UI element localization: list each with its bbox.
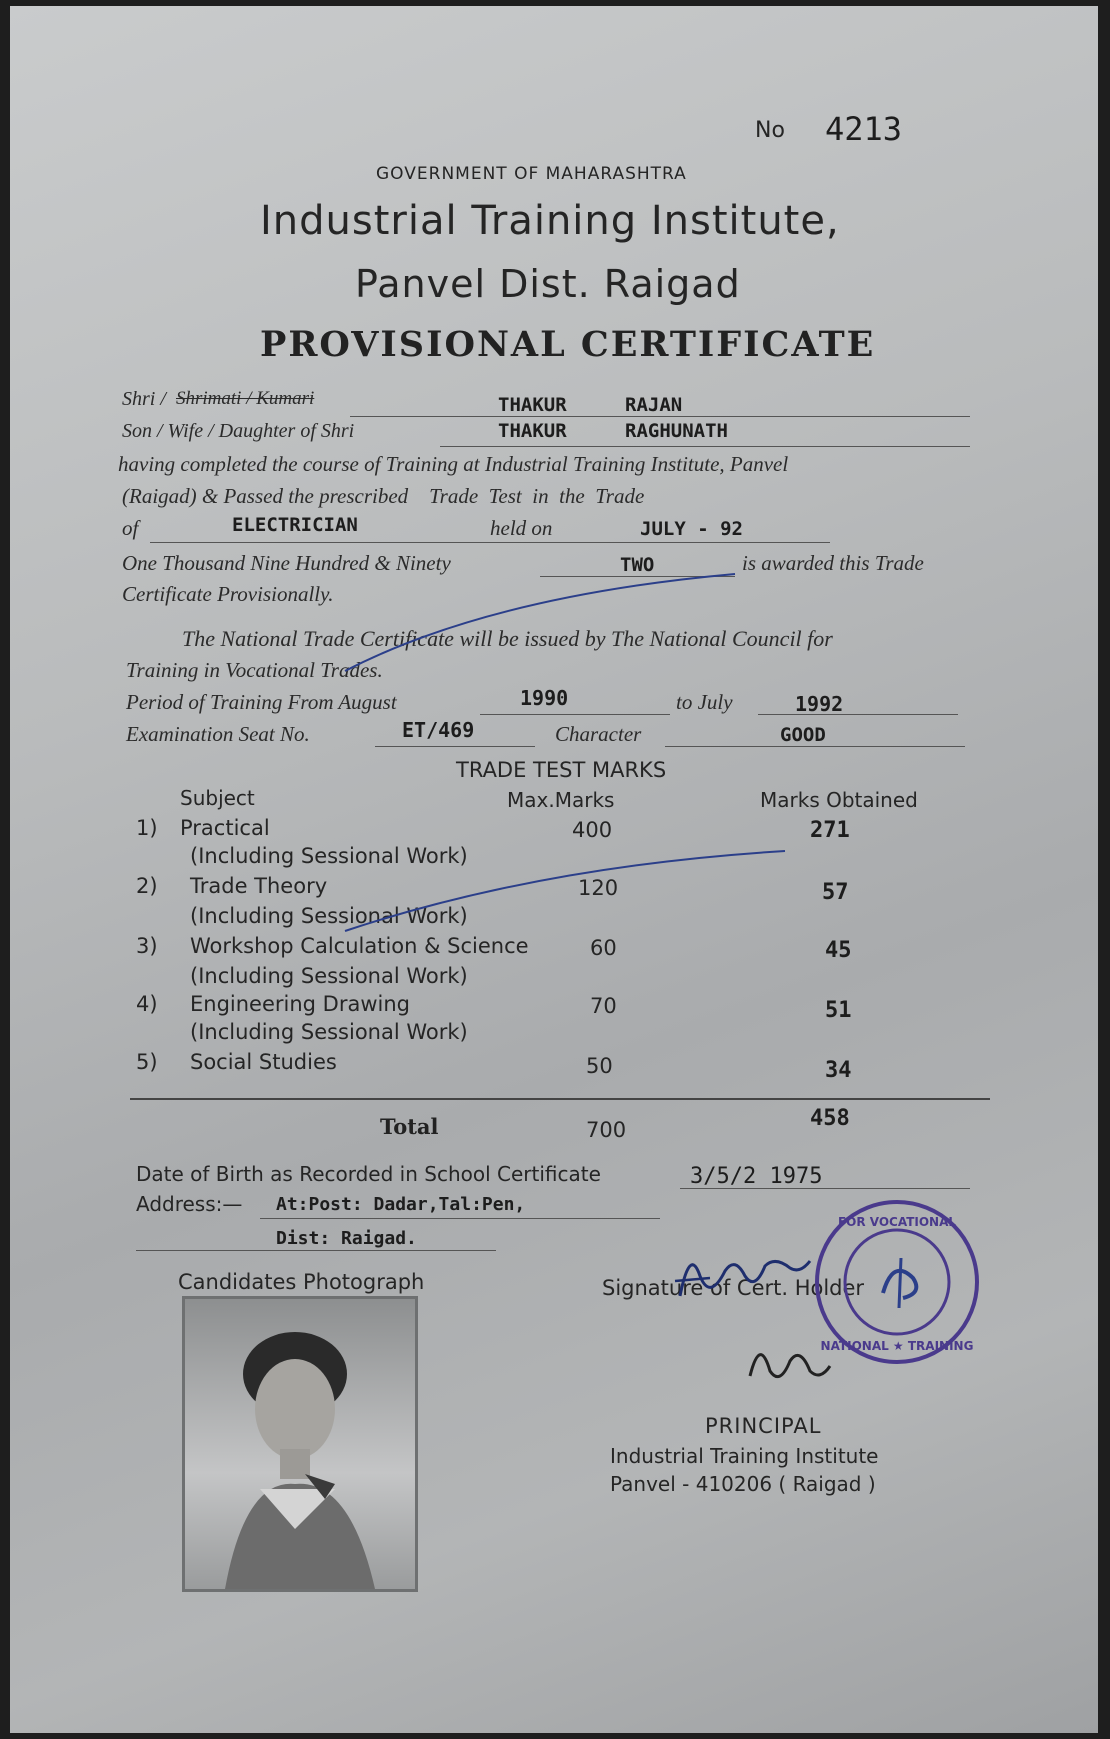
principal-address: Panvel - 410206 ( Raigad ) [610, 1472, 876, 1496]
col-subject-header: Subject [180, 786, 255, 810]
row-number: 3) [136, 934, 158, 958]
row-subject: Workshop Calculation & Science [190, 934, 529, 958]
period-from: 1990 [520, 686, 569, 710]
shri-label: Shri / [122, 388, 166, 410]
row-note: (Including Sessional Work) [190, 844, 468, 868]
row-obtained: 34 [825, 1058, 852, 1083]
address-line-2: Dist: Raigad. [276, 1228, 417, 1249]
certificate-title: PROVISIONAL CERTIFICATE [260, 324, 876, 365]
ink-stroke-icon [340, 566, 740, 676]
row-subject: Engineering Drawing [190, 992, 410, 1016]
row-number: 2) [136, 874, 158, 898]
signature-label: Signature of Cert. Holder [602, 1276, 865, 1300]
row-note: (Including Sessional Work) [190, 1020, 468, 1044]
row-subject: Trade Theory [190, 874, 328, 898]
father-surname: THAKUR [498, 420, 567, 442]
seat-number: ET/469 [402, 718, 475, 742]
address-line-1: At:Post: Dadar,Tal:Pen, [276, 1194, 526, 1215]
passed-line: (Raigad) & Passed the prescribed Trade Test in the Trade [122, 484, 645, 508]
course-line: having completed the course of Training at Industrial Training Institute, Panvel [118, 452, 789, 476]
row-obtained: 45 [825, 938, 852, 963]
year-word: TWO [620, 554, 655, 576]
ntc-line-2: Training in Vocational Trades. [126, 658, 383, 682]
row-obtained: 51 [825, 998, 852, 1023]
row-max: 70 [590, 994, 617, 1018]
row-max: 50 [586, 1054, 613, 1078]
shri-struck-text: Shrimati / Kumari [176, 388, 315, 409]
certificate-document [10, 6, 1098, 1733]
held-on-label: held on [490, 516, 553, 540]
held-on-date: JULY - 92 [640, 518, 743, 540]
total-obtained: 458 [810, 1106, 850, 1131]
character-value: GOOD [780, 724, 826, 746]
institute-name: Industrial Training Institute, [260, 198, 840, 244]
candidate-first-name: RAJAN [625, 394, 683, 416]
person-portrait-icon [185, 1299, 415, 1589]
row-max: 400 [572, 818, 613, 842]
row-subject: Social Studies [190, 1050, 337, 1074]
row-max: 120 [578, 876, 619, 900]
period-to: 1992 [795, 692, 844, 716]
trade-of-label: of [122, 516, 139, 540]
relation-label: Son / Wife / Daughter of Shri [122, 420, 355, 442]
photo-label: Candidates Photograph [178, 1270, 425, 1294]
dob-value: 3/5/2 1975 [690, 1164, 823, 1189]
father-first-name: RAGHUNATH [625, 420, 728, 442]
character-label: Character [555, 722, 642, 746]
total-max: 700 [586, 1118, 627, 1142]
principal-title: PRINCIPAL [705, 1414, 822, 1438]
row-obtained: 57 [822, 880, 849, 905]
ink-stroke-icon [340, 846, 790, 936]
row-max: 60 [590, 936, 617, 960]
svg-text:FOR VOCATIONAL: FOR VOCATIONAL [837, 1215, 957, 1229]
address-label: Address:— [136, 1192, 243, 1216]
candidate-photograph [182, 1296, 418, 1592]
row-note: (Including Sessional Work) [190, 964, 468, 988]
period-to-label: to July [676, 690, 733, 714]
certificate-number-label: No [755, 118, 785, 143]
principal-institute: Industrial Training Institute [610, 1444, 879, 1468]
row-number: 1) [136, 816, 158, 840]
col-max-header: Max.Marks [507, 788, 615, 812]
vocational-council-seal-icon [813, 1198, 981, 1366]
seat-label: Examination Seat No. [126, 722, 310, 746]
provisional-label: Certificate Provisionally. [122, 582, 334, 606]
row-note: (Including Sessional Work) [190, 904, 468, 928]
awarded-label: is awarded this Trade [742, 551, 924, 575]
svg-text:NATIONAL ★ TRAINING: NATIONAL ★ TRAINING [820, 1339, 974, 1353]
year-label: One Thousand Nine Hundred & Ninety [122, 551, 451, 575]
holder-signature-icon [670, 1236, 820, 1316]
trade-name: ELECTRICIAN [232, 514, 358, 536]
total-label: Total [380, 1114, 439, 1139]
candidate-surname: THAKUR [498, 394, 567, 416]
ntc-line-1: The National Trade Certificate will be issued by The National Council for [182, 626, 833, 651]
row-number: 5) [136, 1050, 158, 1074]
institute-location: Panvel Dist. Raigad [355, 262, 741, 306]
principal-signature-icon [745, 1331, 835, 1391]
marks-heading: TRADE TEST MARKS [456, 758, 667, 782]
row-subject: Practical [180, 816, 270, 840]
col-obtained-header: Marks Obtained [760, 788, 918, 812]
row-number: 4) [136, 992, 158, 1016]
certificate-number: 4213 [825, 110, 903, 148]
government-heading: GOVERNMENT OF MAHARASHTRA [376, 164, 687, 184]
period-label: Period of Training From August [126, 690, 397, 714]
row-obtained: 271 [810, 818, 850, 843]
dob-label: Date of Birth as Recorded in School Certificate [136, 1162, 601, 1186]
